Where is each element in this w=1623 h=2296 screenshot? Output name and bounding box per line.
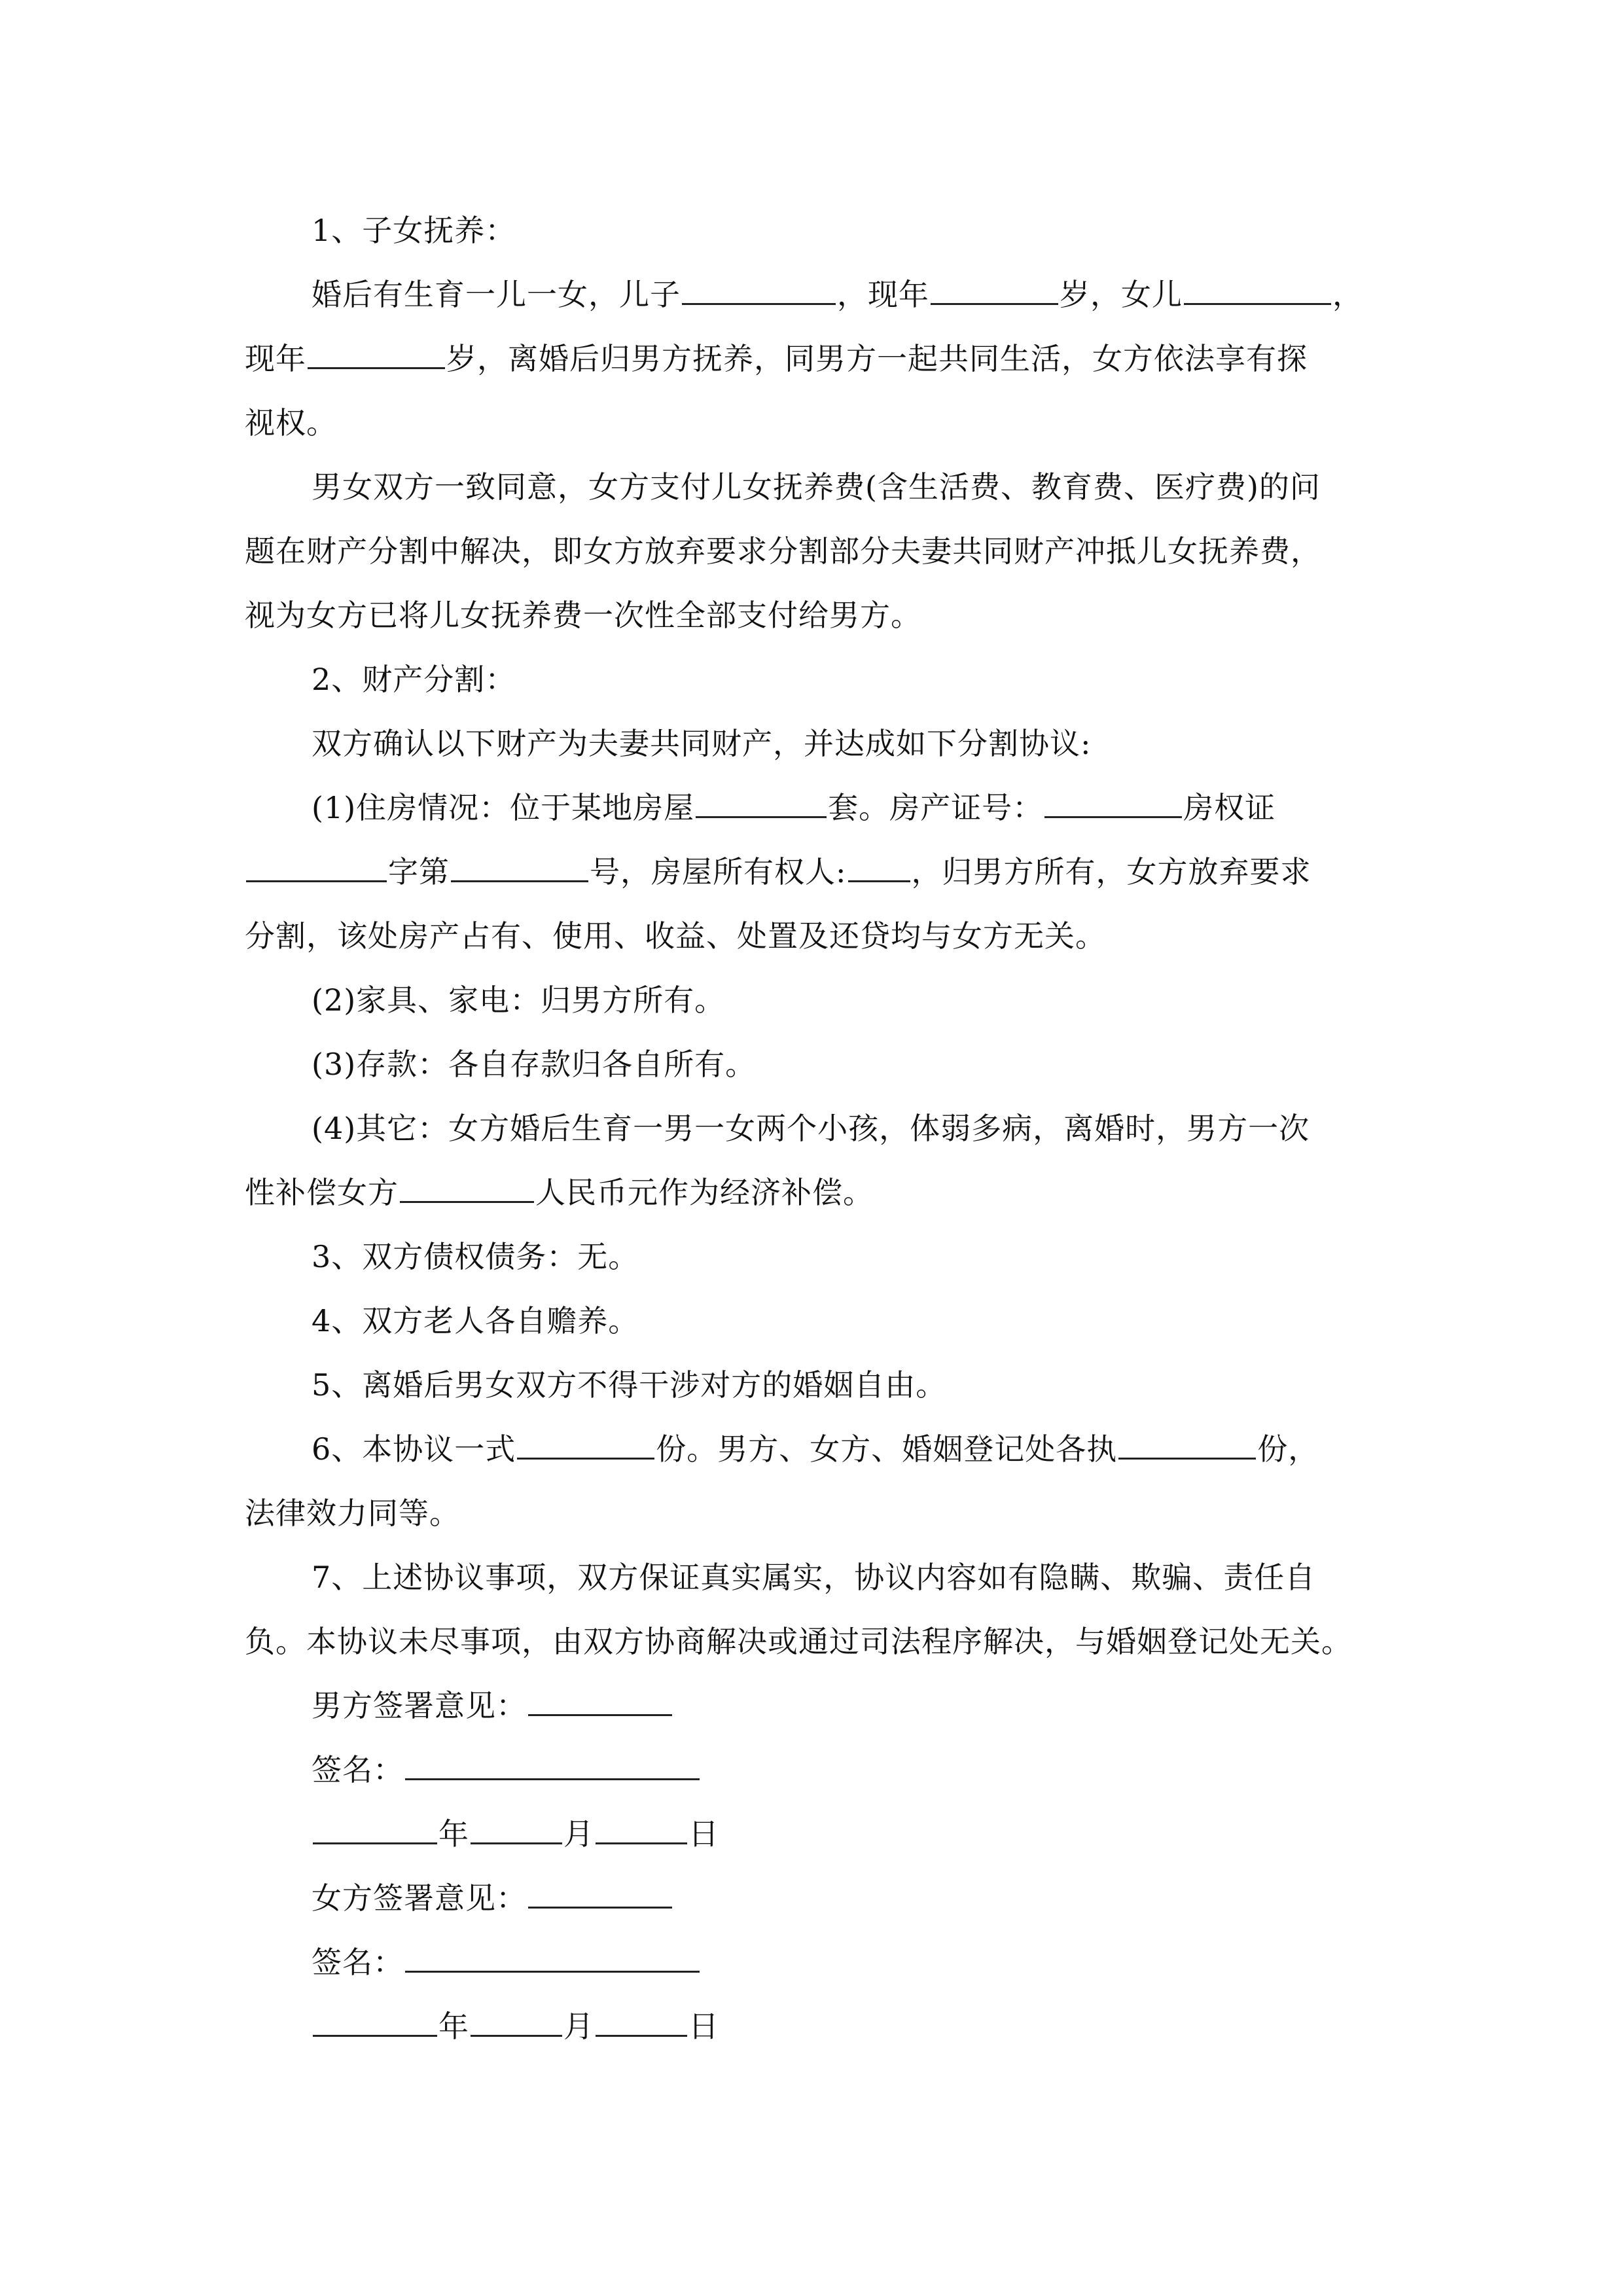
text: 3、双方债权债务：无。: [312, 1239, 639, 1274]
paragraph-line: [245, 916, 1106, 956]
property-cert-number-field[interactable]: [1044, 790, 1182, 818]
son-age-field[interactable]: [931, 277, 1058, 305]
text: 份，: [1257, 1431, 1319, 1467]
text: 房权证: [1183, 790, 1276, 825]
female-date-line: [312, 2007, 719, 2046]
daughter-name-field[interactable]: [1184, 277, 1331, 305]
paragraph-line: [245, 1622, 1352, 1661]
day-label: 日: [688, 2009, 719, 2044]
year-label: 年: [438, 1816, 469, 1852]
male-day-field[interactable]: [596, 1816, 687, 1844]
text: 岁，女儿: [1060, 277, 1183, 312]
text: 题在财产分割中解决，即女方放弃要求分割部分夫妻共同财产冲抵儿女抚养费，: [245, 533, 1321, 569]
male-opinion-label: 男方签署意见：: [312, 1688, 527, 1723]
female-year-field[interactable]: [313, 2009, 437, 2037]
month-label: 月: [563, 2009, 594, 2044]
male-opinion-field[interactable]: [528, 1688, 672, 1716]
section-property-heading: [312, 660, 516, 699]
copies-each-field[interactable]: [1118, 1431, 1256, 1460]
year-label: 年: [438, 2009, 469, 2044]
text: (1)住房情况：位于某地房屋: [312, 790, 695, 825]
paragraph-line: [245, 1494, 460, 1533]
paragraph-line: [312, 1558, 1315, 1597]
text: 视权。: [245, 405, 337, 440]
paragraph-line: [312, 1301, 639, 1340]
text: 现年: [245, 341, 306, 376]
male-month-field[interactable]: [471, 1816, 562, 1844]
female-signature-field[interactable]: [405, 1945, 700, 1973]
paragraph-line: [312, 724, 1092, 763]
text: 人民币元作为经济补偿。: [535, 1175, 874, 1210]
text: 双方确认以下财产为夫妻共同财产，并达成如下分割协议:: [312, 726, 1092, 761]
female-opinion-label: 女方签署意见：: [312, 1880, 527, 1916]
text: 法律效力同等。: [245, 1496, 460, 1531]
male-year-field[interactable]: [313, 1816, 437, 1844]
male-opinion-line: [312, 1686, 673, 1725]
text: 5、离婚后男女双方不得干涉对方的婚姻自由。: [312, 1367, 947, 1403]
male-signature-label: 签名：: [312, 1752, 404, 1787]
paragraph-line: [312, 980, 725, 1020]
daughter-age-field[interactable]: [308, 341, 445, 369]
paragraph-line: [312, 1045, 756, 1084]
text: 7、上述协议事项，双方保证真实属实，协议内容如有隐瞒、欺骗、责任自: [312, 1560, 1316, 1595]
text: 6、本协议一式: [312, 1431, 516, 1467]
paragraph-children-line: [312, 275, 1363, 314]
paragraph-line: [245, 596, 921, 635]
house-count-field[interactable]: [696, 790, 827, 818]
cert-serial-field[interactable]: [451, 854, 588, 882]
text: 套。房产证号：: [828, 790, 1044, 825]
copies-total-field[interactable]: [517, 1431, 654, 1460]
female-month-field[interactable]: [471, 2009, 562, 2037]
text: 1、子女抚养：: [312, 213, 516, 248]
text: (4)其它：女方婚后生育一男一女两个小孩，体弱多病，离婚时，男方一次: [312, 1111, 1310, 1146]
text: (3)存款：各自存款归各自所有。: [312, 1047, 757, 1082]
text: 婚后有生育一儿一女，儿子: [312, 277, 681, 312]
text: 4、双方老人各自赡养。: [312, 1303, 639, 1338]
text: (2)家具、家电：归男方所有。: [312, 982, 726, 1018]
text: ，现年: [837, 277, 929, 312]
paragraph-line: [245, 531, 1321, 571]
male-signature-field[interactable]: [405, 1752, 700, 1780]
son-name-field[interactable]: [682, 277, 836, 305]
female-signature-label: 签名：: [312, 1945, 404, 1980]
paragraph-children-line: [245, 339, 1308, 378]
text: 2、财产分割：: [312, 662, 516, 697]
compensation-amount-field[interactable]: [400, 1175, 534, 1203]
paragraph-line: [312, 467, 1321, 507]
female-opinion-field[interactable]: [528, 1880, 672, 1909]
text: 男女双方一致同意，女方支付儿女抚养费(含生活费、教育费、医疗费)的问: [312, 469, 1321, 505]
text: 份。男方、女方、婚姻登记处各执: [656, 1431, 1118, 1467]
text: ，归男方所有，女方放弃要求: [911, 854, 1311, 889]
paragraph-line: [312, 1109, 1310, 1148]
male-signature-line: [312, 1750, 701, 1789]
text: 岁，离婚后归男方抚养，同男方一起共同生活，女方依法享有探: [446, 341, 1308, 376]
section-child-custody-heading: [312, 211, 516, 250]
day-label: 日: [688, 1816, 719, 1852]
cert-prefix-field[interactable]: [246, 854, 387, 882]
paragraph-compensation-line: [245, 1173, 874, 1212]
paragraph-line: [312, 1237, 639, 1276]
female-signature-line: [312, 1943, 701, 1982]
paragraph-housing-line: [312, 788, 1275, 827]
paragraph-line: [312, 1365, 946, 1405]
paragraph-line: [245, 403, 337, 442]
text: 性补偿女方: [245, 1175, 399, 1210]
male-date-line: [312, 1814, 719, 1854]
paragraph-housing-line: [245, 852, 1311, 891]
text: 号，房屋所有权人:: [590, 854, 847, 889]
text: ，: [1332, 277, 1363, 312]
text: 视为女方已将儿女抚养费一次性全部支付给男方。: [245, 598, 921, 633]
female-opinion-line: [312, 1878, 673, 1918]
text: 负。本协议未尽事项，由双方协商解决或通过司法程序解决，与婚姻登记处无关。: [245, 1624, 1352, 1659]
house-owner-field[interactable]: [848, 854, 910, 882]
text: 分割，该处房产占有、使用、收益、处置及还贷均与女方无关。: [245, 918, 1106, 954]
female-day-field[interactable]: [596, 2009, 687, 2037]
text: 字第: [388, 854, 450, 889]
month-label: 月: [563, 1816, 594, 1852]
paragraph-copies-line: [312, 1429, 1319, 1469]
